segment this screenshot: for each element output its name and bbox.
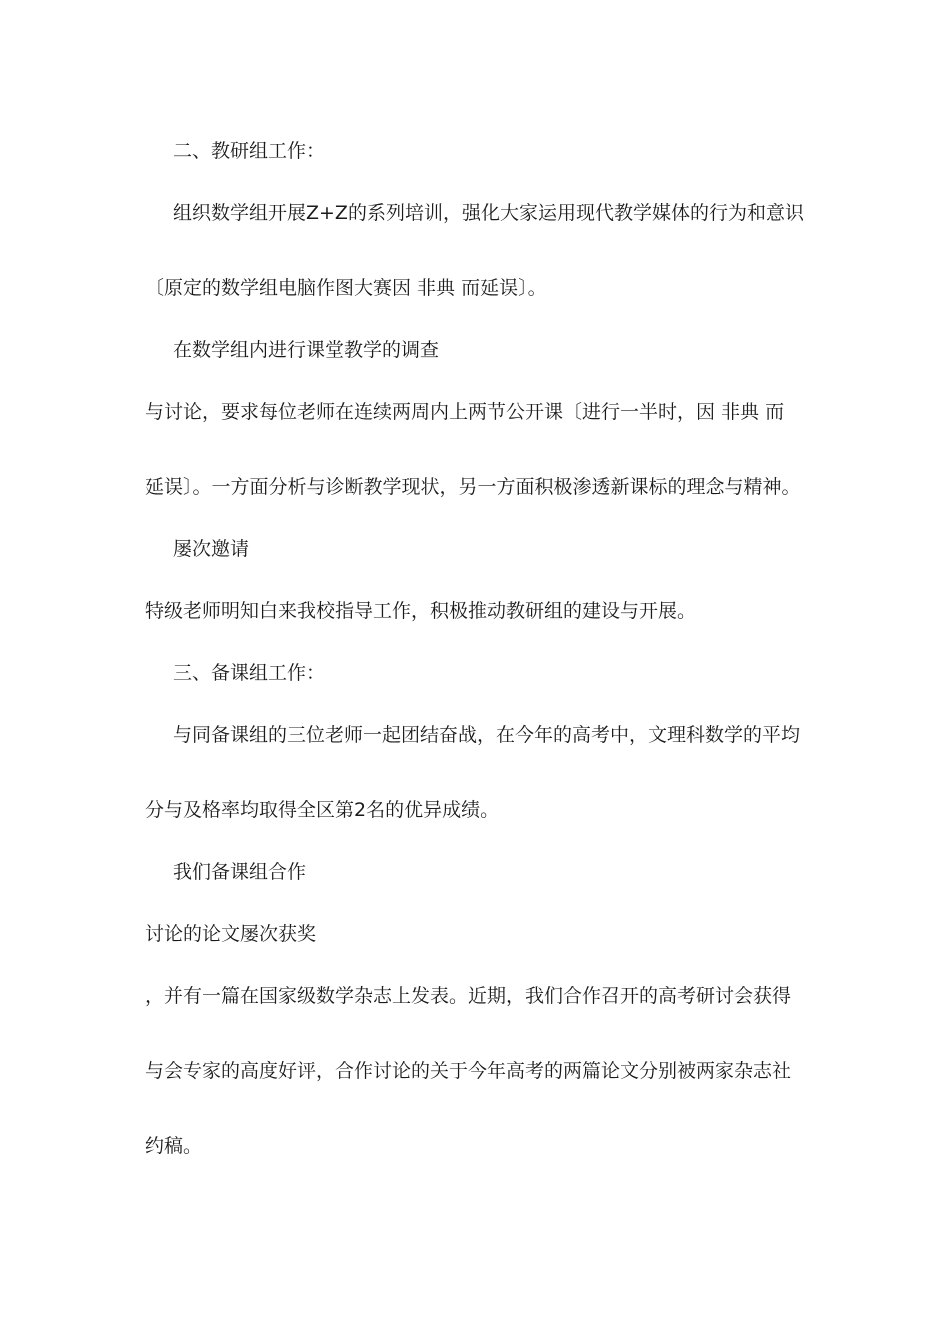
paragraph-line: 讨论的论文屡次获奖 <box>145 923 317 945</box>
paragraph-line: 〔原定的数学组电脑作图大赛因 非典 而延误〕。 <box>145 277 547 299</box>
paragraph-line: 特级老师明知白来我校指导工作，积极推动教研组的建设与开展。 <box>145 600 697 622</box>
paragraph-line: 约稿。 <box>145 1135 203 1157</box>
paragraph-line: 我们备课组合作 <box>173 861 307 883</box>
section-heading-teaching-research: 二、教研组工作： <box>173 140 326 162</box>
paragraph-line: 与同备课组的三位老师一起团结奋战，在今年的高考中，文理科数学的平均 <box>173 724 801 746</box>
paragraph-line: 屡次邀请 <box>173 538 250 560</box>
paragraph-line: 组织数学组开展Z+Z的系列培训，强化大家运用现代教学媒体的行为和意识 <box>173 202 804 224</box>
section-heading-lesson-prep: 三、备课组工作： <box>173 662 326 684</box>
paragraph-line: 分与及格率均取得全区第2名的优异成绩。 <box>145 799 500 821</box>
paragraph-line: 延误〕。一方面分析与诊断教学现状，另一方面积极渗透新课标的理念与精神。 <box>145 476 801 498</box>
paragraph-line: 在数学组内进行课堂教学的调查 <box>173 339 440 361</box>
paragraph-line: ，并有一篇在国家级数学杂志上发表。近期，我们合作召开的高考研讨会获得 <box>145 985 792 1007</box>
paragraph-line: 与会专家的高度好评，合作讨论的关于今年高考的两篇论文分别被两家杂志社 <box>145 1060 792 1082</box>
paragraph-line: 与讨论，要求每位老师在连续两周内上两节公开课〔进行一半时，因 非典 而 <box>145 401 785 423</box>
